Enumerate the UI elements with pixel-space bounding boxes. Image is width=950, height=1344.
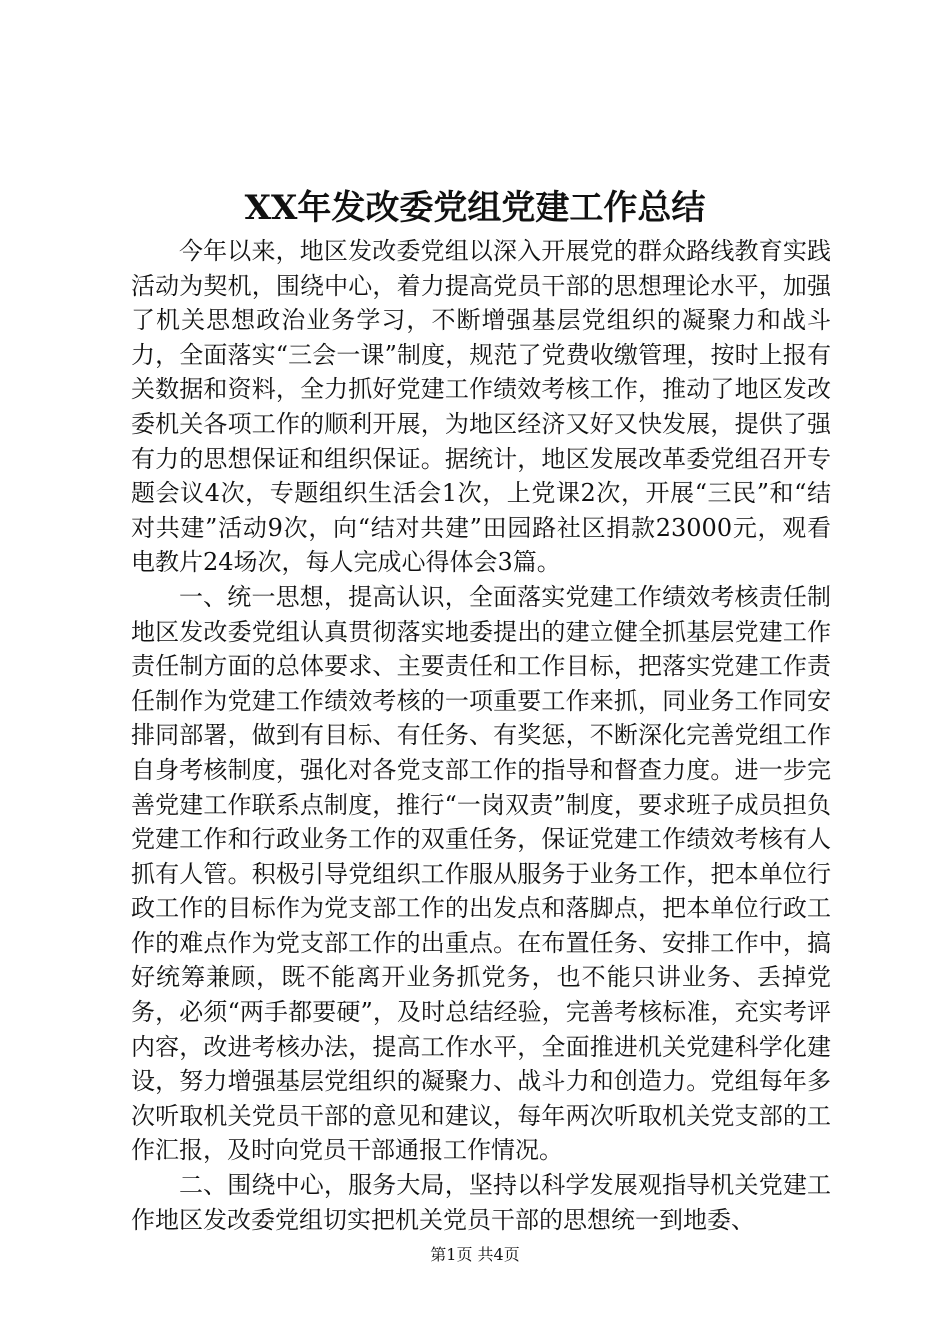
document-body xyxy=(131,234,831,1237)
paragraph-section-two: 二、围绕中心，服务大局，坚持以科学发展观指导机关党建工作地区发改委党组切实把机关党员干部的思想统一到地委、 xyxy=(131,1171,831,1234)
document-title: XX年发改委党组党建工作总结 xyxy=(244,188,706,228)
page-number-footer: 第1页 共4页 xyxy=(430,1245,520,1264)
paragraph-intro: 今年以来，地区发改委党组以深入开展党的群众路线教育实践活动为契机，围绕中心，着力提高党员干部的思想理论水平，加强了机关思想政治业务学习，不断增强基层党组织的凝聚力和战斗力，全面落实“三会一课”制度，规范了党费收缴管理，按时上报有关数据和资料，全力抓好党建工作绩效考核工作，推动了地区发改委机关各项工作的顺利开展，为地区经济又好又快发展，提供了强有力的思想保证和组织保证。据统计，地区发展改革委党组召开专题会议4次，专题组织生活会1次，上党课2次，开展“三民”和“结对共建”活动9次，向“结对共建”田园路社区捐款23000元，观看电教片24场次，每人完成心得体会3篇。 xyxy=(131,237,831,577)
paragraph-section-one: 一、统一思想，提高认识，全面落实党建工作绩效考核责任制地区发改委党组认真贯彻落实地委提出的建立健全抓基层党建工作责任制方面的总体要求、主要责任和工作目标，把落实党建工作责任制作为党建工作绩效考核的一项重要工作来抓，同业务工作同安排同部署，做到有目标、有任务、有奖惩，不断深化完善党组工作自身考核制度，强化对各党支部工作的指导和督查力度。进一步完善党建工作联系点制度，推行“一岗双责”制度，要求班子成员担负党建工作和行政业务工作的双重任务，保证党建工作绩效考核有人抓有人管。积极引导党组织工作服从服务于业务工作，把本单位行政工作的目标作为党支部工作的出发点和落脚点，把本单位行政工作的难点作为党支部工作的出重点。在布置任务、安排工作中，搞好统筹兼顾，既不能离开业务抓党务，也不能只讲业务、丢掉党务，必须“两手都要硬”，及时总结经验，完善考核标准，充实考评内容，改进考核办法，提高工作水平，全面推进机关党建科学化建设，努力增强基层党组织的凝聚力、战斗力和创造力。党组每年多次听取机关党员干部的意见和建议，每年两次听取机关党支部的工作汇报，及时向党员干部通报工作情况。 xyxy=(131,582,831,1165)
